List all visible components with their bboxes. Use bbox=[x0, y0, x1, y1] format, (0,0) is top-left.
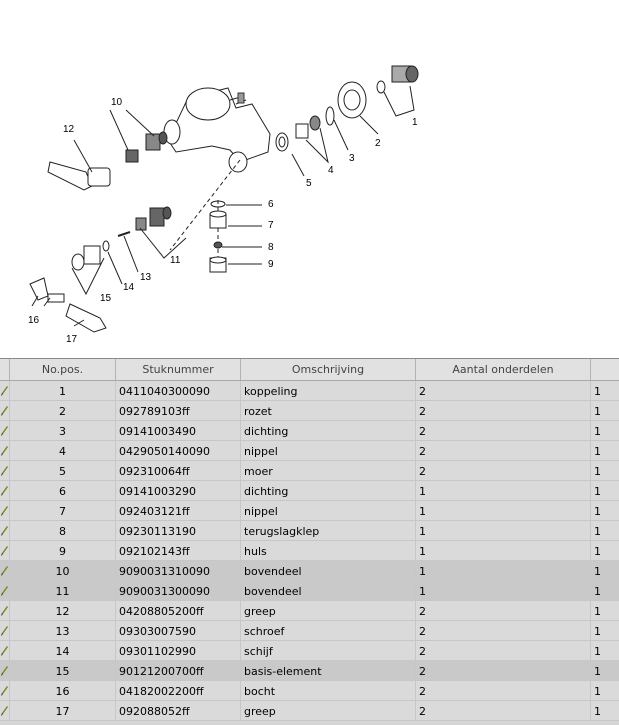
row-quantity: 2 bbox=[416, 681, 591, 701]
row-edit-cell[interactable] bbox=[0, 601, 10, 621]
row-edit-cell[interactable] bbox=[0, 521, 10, 541]
table-row[interactable] bbox=[0, 621, 619, 641]
row-edit-cell[interactable] bbox=[0, 541, 10, 561]
row-pos: 5 bbox=[10, 461, 116, 481]
row-extra: 1 bbox=[594, 465, 601, 478]
callout-11: 11 bbox=[170, 255, 181, 266]
row-extra: 1 bbox=[594, 405, 601, 418]
callout-2: 2 bbox=[375, 138, 381, 149]
callout-5: 5 bbox=[306, 178, 312, 189]
row-edit-cell[interactable] bbox=[0, 421, 10, 441]
row-quantity: 2 bbox=[416, 621, 591, 641]
row-edit-cell[interactable] bbox=[0, 681, 10, 701]
edit-pencil-icon[interactable] bbox=[0, 705, 8, 717]
row-pos: 13 bbox=[10, 621, 116, 641]
table-row[interactable] bbox=[0, 381, 619, 401]
row-description: nippel bbox=[241, 441, 416, 461]
row-extra: 1 bbox=[594, 625, 601, 638]
row-description: schijf bbox=[241, 641, 416, 661]
row-description: bocht bbox=[241, 681, 416, 701]
row-part-number: 092310064ff bbox=[116, 461, 241, 481]
table-row[interactable] bbox=[0, 501, 619, 521]
row-extra: 1 bbox=[594, 685, 601, 698]
table-row[interactable] bbox=[0, 681, 619, 701]
table-row[interactable] bbox=[0, 541, 619, 561]
row-pos: 4 bbox=[10, 441, 116, 461]
row-description: bovendeel bbox=[241, 581, 416, 601]
table-row[interactable] bbox=[0, 601, 619, 621]
table-row[interactable] bbox=[0, 701, 619, 721]
row-part-number: 09141003490 bbox=[116, 421, 241, 441]
row-edit-cell[interactable] bbox=[0, 481, 10, 501]
row-extra: 1 bbox=[594, 645, 601, 658]
callout-3: 3 bbox=[349, 153, 355, 164]
row-part-number: 09301102990 bbox=[116, 641, 241, 661]
row-extra: 1 bbox=[594, 445, 601, 458]
row-edit-cell[interactable] bbox=[0, 621, 10, 641]
edit-pencil-icon[interactable] bbox=[0, 545, 8, 557]
row-quantity: 2 bbox=[416, 401, 591, 421]
row-edit-cell[interactable] bbox=[0, 641, 10, 661]
callout-13: 13 bbox=[140, 272, 152, 283]
row-pos: 11 bbox=[10, 581, 116, 601]
row-extra: 1 bbox=[594, 705, 601, 718]
row-edit-cell[interactable] bbox=[0, 461, 10, 481]
row-extra: 1 bbox=[594, 605, 601, 618]
row-extra: 1 bbox=[594, 545, 601, 558]
row-part-number: 092102143ff bbox=[116, 541, 241, 561]
edit-pencil-icon[interactable] bbox=[0, 465, 8, 477]
row-description: greep bbox=[241, 701, 416, 721]
row-quantity: 1 bbox=[416, 481, 591, 501]
edit-pencil-icon[interactable] bbox=[0, 605, 8, 617]
row-pos: 12 bbox=[10, 601, 116, 621]
row-description: dichting bbox=[241, 481, 416, 501]
callout-15: 15 bbox=[100, 293, 112, 304]
header-description[interactable]: Omschrijving bbox=[241, 359, 416, 380]
callout-17: 17 bbox=[66, 334, 78, 345]
row-pos: 2 bbox=[10, 401, 116, 421]
row-part-number: 09141003290 bbox=[116, 481, 241, 501]
edit-pencil-icon[interactable] bbox=[0, 585, 8, 597]
row-pos: 9 bbox=[10, 541, 116, 561]
edit-pencil-icon[interactable] bbox=[0, 645, 8, 657]
row-edit-cell[interactable] bbox=[0, 501, 10, 521]
row-edit-cell[interactable] bbox=[0, 381, 10, 401]
header-pos[interactable]: No.pos. bbox=[10, 359, 116, 380]
row-extra: 1 bbox=[594, 385, 601, 398]
row-edit-cell[interactable] bbox=[0, 661, 10, 681]
table-row[interactable] bbox=[0, 561, 619, 581]
row-extra: 1 bbox=[594, 505, 601, 518]
header-part-number[interactable]: Stuknummer bbox=[116, 359, 241, 380]
row-pos: 6 bbox=[10, 481, 116, 501]
row-edit-cell[interactable] bbox=[0, 401, 10, 421]
row-description: koppeling bbox=[241, 381, 416, 401]
edit-pencil-icon[interactable] bbox=[0, 685, 8, 697]
callout-16: 16 bbox=[28, 315, 40, 326]
row-description: basis-element bbox=[241, 661, 416, 681]
edit-pencil-icon[interactable] bbox=[0, 525, 8, 537]
row-extra: 1 bbox=[594, 565, 601, 578]
edit-pencil-icon[interactable] bbox=[0, 385, 8, 397]
edit-pencil-icon[interactable] bbox=[0, 445, 8, 457]
row-quantity: 1 bbox=[416, 521, 591, 541]
row-description: nippel bbox=[241, 501, 416, 521]
row-description: huls bbox=[241, 541, 416, 561]
row-edit-cell[interactable] bbox=[0, 561, 10, 581]
callout-9: 9 bbox=[268, 259, 274, 270]
row-part-number: 092088052ff bbox=[116, 701, 241, 721]
header-extra[interactable] bbox=[591, 359, 619, 380]
row-description: terugslagklep bbox=[241, 521, 416, 541]
row-pos: 1 bbox=[10, 381, 116, 401]
callout-8: 8 bbox=[268, 242, 274, 253]
table-row[interactable] bbox=[0, 401, 619, 421]
exploded-parts-diagram bbox=[0, 0, 619, 357]
callout-1: 1 bbox=[412, 117, 418, 128]
row-part-number: 04182002200ff bbox=[116, 681, 241, 701]
row-edit-cell[interactable] bbox=[0, 701, 10, 721]
callout-6: 6 bbox=[268, 199, 274, 210]
table-row[interactable] bbox=[0, 421, 619, 441]
table-row[interactable] bbox=[0, 581, 619, 601]
parts-table bbox=[0, 358, 619, 725]
row-quantity: 2 bbox=[416, 601, 591, 621]
row-description: rozet bbox=[241, 401, 416, 421]
row-edit-cell[interactable] bbox=[0, 441, 10, 461]
row-part-number: 092789103ff bbox=[116, 401, 241, 421]
row-quantity: 1 bbox=[416, 501, 591, 521]
row-quantity: 2 bbox=[416, 381, 591, 401]
row-quantity: 2 bbox=[416, 461, 591, 481]
row-extra: 1 bbox=[594, 525, 601, 538]
row-part-number: 9090031310090 bbox=[116, 561, 241, 581]
row-part-number: 09230113190 bbox=[116, 521, 241, 541]
row-part-number: 09303007590 bbox=[116, 621, 241, 641]
row-part-number: 90121200700ff bbox=[116, 661, 241, 681]
table-row[interactable] bbox=[0, 521, 619, 541]
edit-pencil-icon[interactable] bbox=[0, 485, 8, 497]
row-description: greep bbox=[241, 601, 416, 621]
row-extra: 1 bbox=[594, 585, 601, 598]
row-part-number: 0411040300090 bbox=[116, 381, 241, 401]
table-row[interactable] bbox=[0, 461, 619, 481]
callout-7: 7 bbox=[268, 220, 274, 231]
callout-12: 12 bbox=[63, 124, 75, 135]
row-pos: 10 bbox=[10, 561, 116, 581]
row-quantity: 2 bbox=[416, 641, 591, 661]
row-quantity: 1 bbox=[416, 541, 591, 561]
row-part-number: 04208805200ff bbox=[116, 601, 241, 621]
row-quantity: 1 bbox=[416, 581, 591, 601]
row-description: moer bbox=[241, 461, 416, 481]
edit-pencil-icon[interactable] bbox=[0, 405, 8, 417]
row-extra: 1 bbox=[594, 425, 601, 438]
row-pos: 15 bbox=[10, 661, 116, 681]
row-pos: 14 bbox=[10, 641, 116, 661]
row-pos: 8 bbox=[10, 521, 116, 541]
table-header bbox=[0, 359, 619, 381]
row-pos: 17 bbox=[10, 701, 116, 721]
table-row[interactable] bbox=[0, 661, 619, 681]
callout-10: 10 bbox=[111, 97, 123, 108]
edit-pencil-icon[interactable] bbox=[0, 625, 8, 637]
row-quantity: 1 bbox=[416, 561, 591, 581]
edit-pencil-icon[interactable] bbox=[0, 565, 8, 577]
row-extra: 1 bbox=[594, 485, 601, 498]
row-extra: 1 bbox=[594, 665, 601, 678]
row-description: schroef bbox=[241, 621, 416, 641]
row-pos: 16 bbox=[10, 681, 116, 701]
row-part-number: 0429050140090 bbox=[116, 441, 241, 461]
callout-14: 14 bbox=[123, 282, 135, 293]
table-row[interactable] bbox=[0, 441, 619, 461]
table-row[interactable] bbox=[0, 641, 619, 661]
row-quantity: 2 bbox=[416, 701, 591, 721]
edit-pencil-icon[interactable] bbox=[0, 505, 8, 517]
row-edit-cell[interactable] bbox=[0, 581, 10, 601]
row-pos: 7 bbox=[10, 501, 116, 521]
header-quantity[interactable]: Aantal onderdelen bbox=[416, 359, 591, 380]
callout-4: 4 bbox=[328, 165, 334, 176]
row-part-number: 092403121ff bbox=[116, 501, 241, 521]
row-quantity: 2 bbox=[416, 421, 591, 441]
row-part-number: 9090031300090 bbox=[116, 581, 241, 601]
table-row[interactable] bbox=[0, 481, 619, 501]
edit-pencil-icon[interactable] bbox=[0, 665, 8, 677]
row-description: dichting bbox=[241, 421, 416, 441]
row-quantity: 2 bbox=[416, 661, 591, 681]
edit-pencil-icon[interactable] bbox=[0, 425, 8, 437]
row-pos: 3 bbox=[10, 421, 116, 441]
row-description: bovendeel bbox=[241, 561, 416, 581]
header-edit-col bbox=[0, 359, 10, 380]
row-quantity: 2 bbox=[416, 441, 591, 461]
